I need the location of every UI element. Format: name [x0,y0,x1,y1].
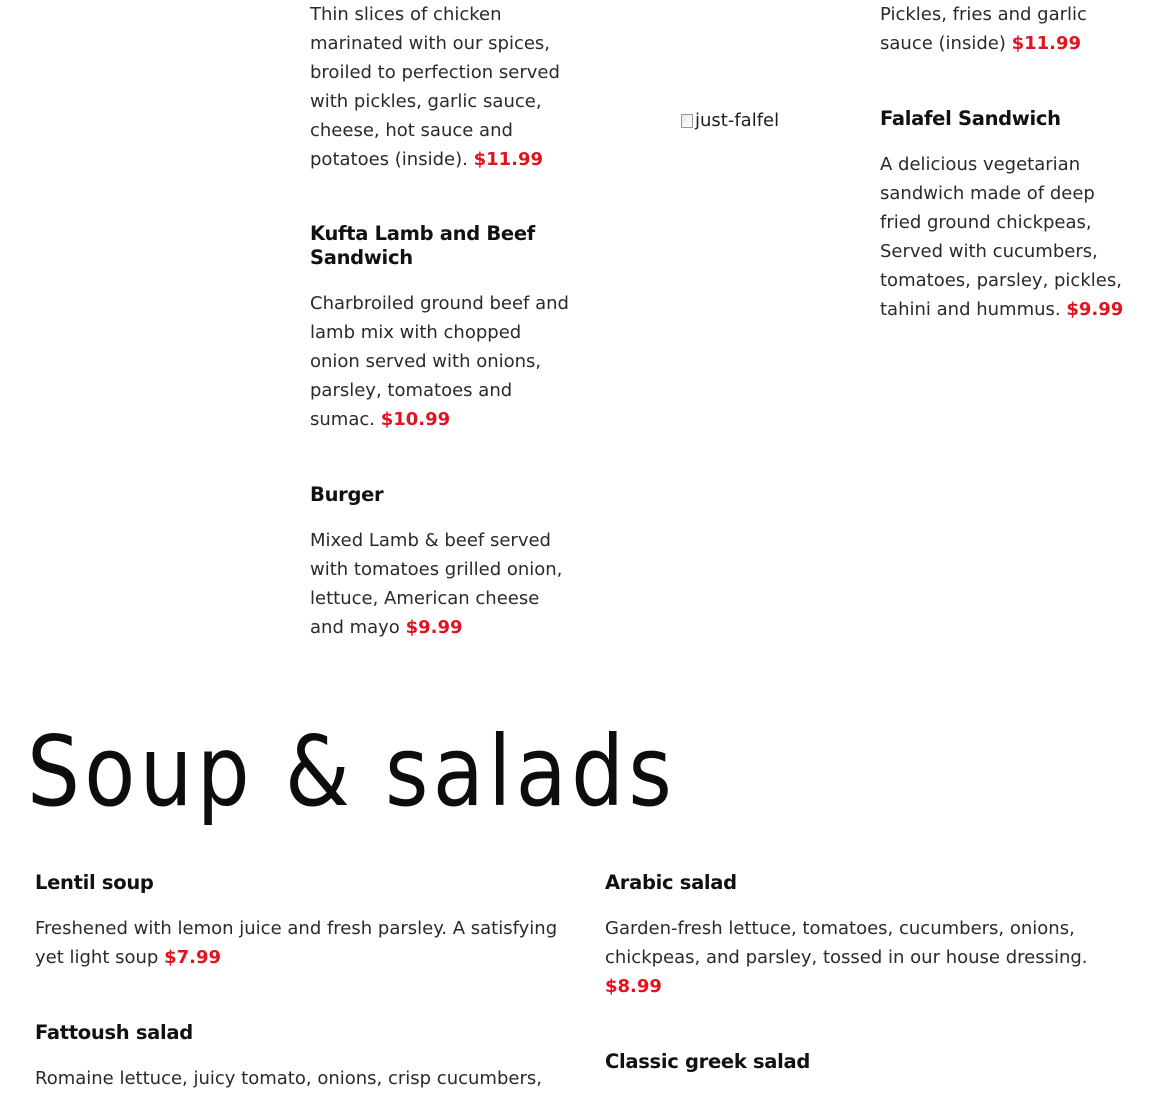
menu-item-description [880,0,1130,58]
description-text: Pickles, fries and garlic sauce (inside) [880,4,1087,54]
description-text: Freshened with lemon juice and fresh parsley. A satisfying yet light soup [35,918,558,968]
price-label: $11.99 [1011,33,1082,54]
greek-title: Classic greek salad [605,1050,811,1073]
lentil-title: Lentil soup [35,871,154,894]
price-label: $9.99 [1066,299,1124,320]
image-alt-text: just-falfel [695,110,780,131]
fattoush-description [35,1064,595,1093]
falafel-image [681,108,779,134]
price-label: $9.99 [405,617,463,638]
falafel-description [880,150,1135,324]
fattoush-title: Fattoush salad [35,1021,193,1044]
menu-item-description [310,0,570,174]
description-text: Mixed Lamb & beef served with tomatoes grilled onion, lettuce, American cheese and mayo [310,530,563,638]
falafel-title: Falafel Sandwich [880,107,1061,130]
burger-description [310,526,570,642]
description-text: Garden-fresh lettuce, tomatoes, cucumbers, onions, chickpeas, and parsley, tossed in our house dressing. [605,918,1088,968]
price-label: $10.99 [380,409,451,430]
description-text: A delicious vegetarian sandwich made of deep fried ground chickpeas, Served with cucumbers, tomatoes, parsley, pickles, tahini and hummus. [880,154,1122,320]
description-text: Thin slices of chicken marinated with our spices, broiled to perfection served with pickles, garlic sauce, cheese, hot sauce and potatoes (inside). [310,4,560,170]
broken-image-icon [681,114,693,128]
arabic-title: Arabic salad [605,871,737,894]
lentil-description [35,914,565,972]
kufta-title: Kufta Lamb and Beef Sandwich [310,222,535,269]
arabic-description [605,914,1095,1001]
description-text: Romaine lettuce, juicy tomato, onions, crisp cucumbers, [35,1068,542,1089]
burger-title: Burger [310,483,384,506]
price-label: $8.99 [605,976,662,997]
price-label: $11.99 [473,149,544,170]
price-label: $7.99 [164,947,222,968]
section-heading-soups-salads: Soup & salads [27,715,677,828]
description-text: Charbroiled ground beef and lamb mix with chopped onion served with onions, parsley, tomatoes and sumac. [310,293,569,430]
kufta-description [310,289,575,434]
